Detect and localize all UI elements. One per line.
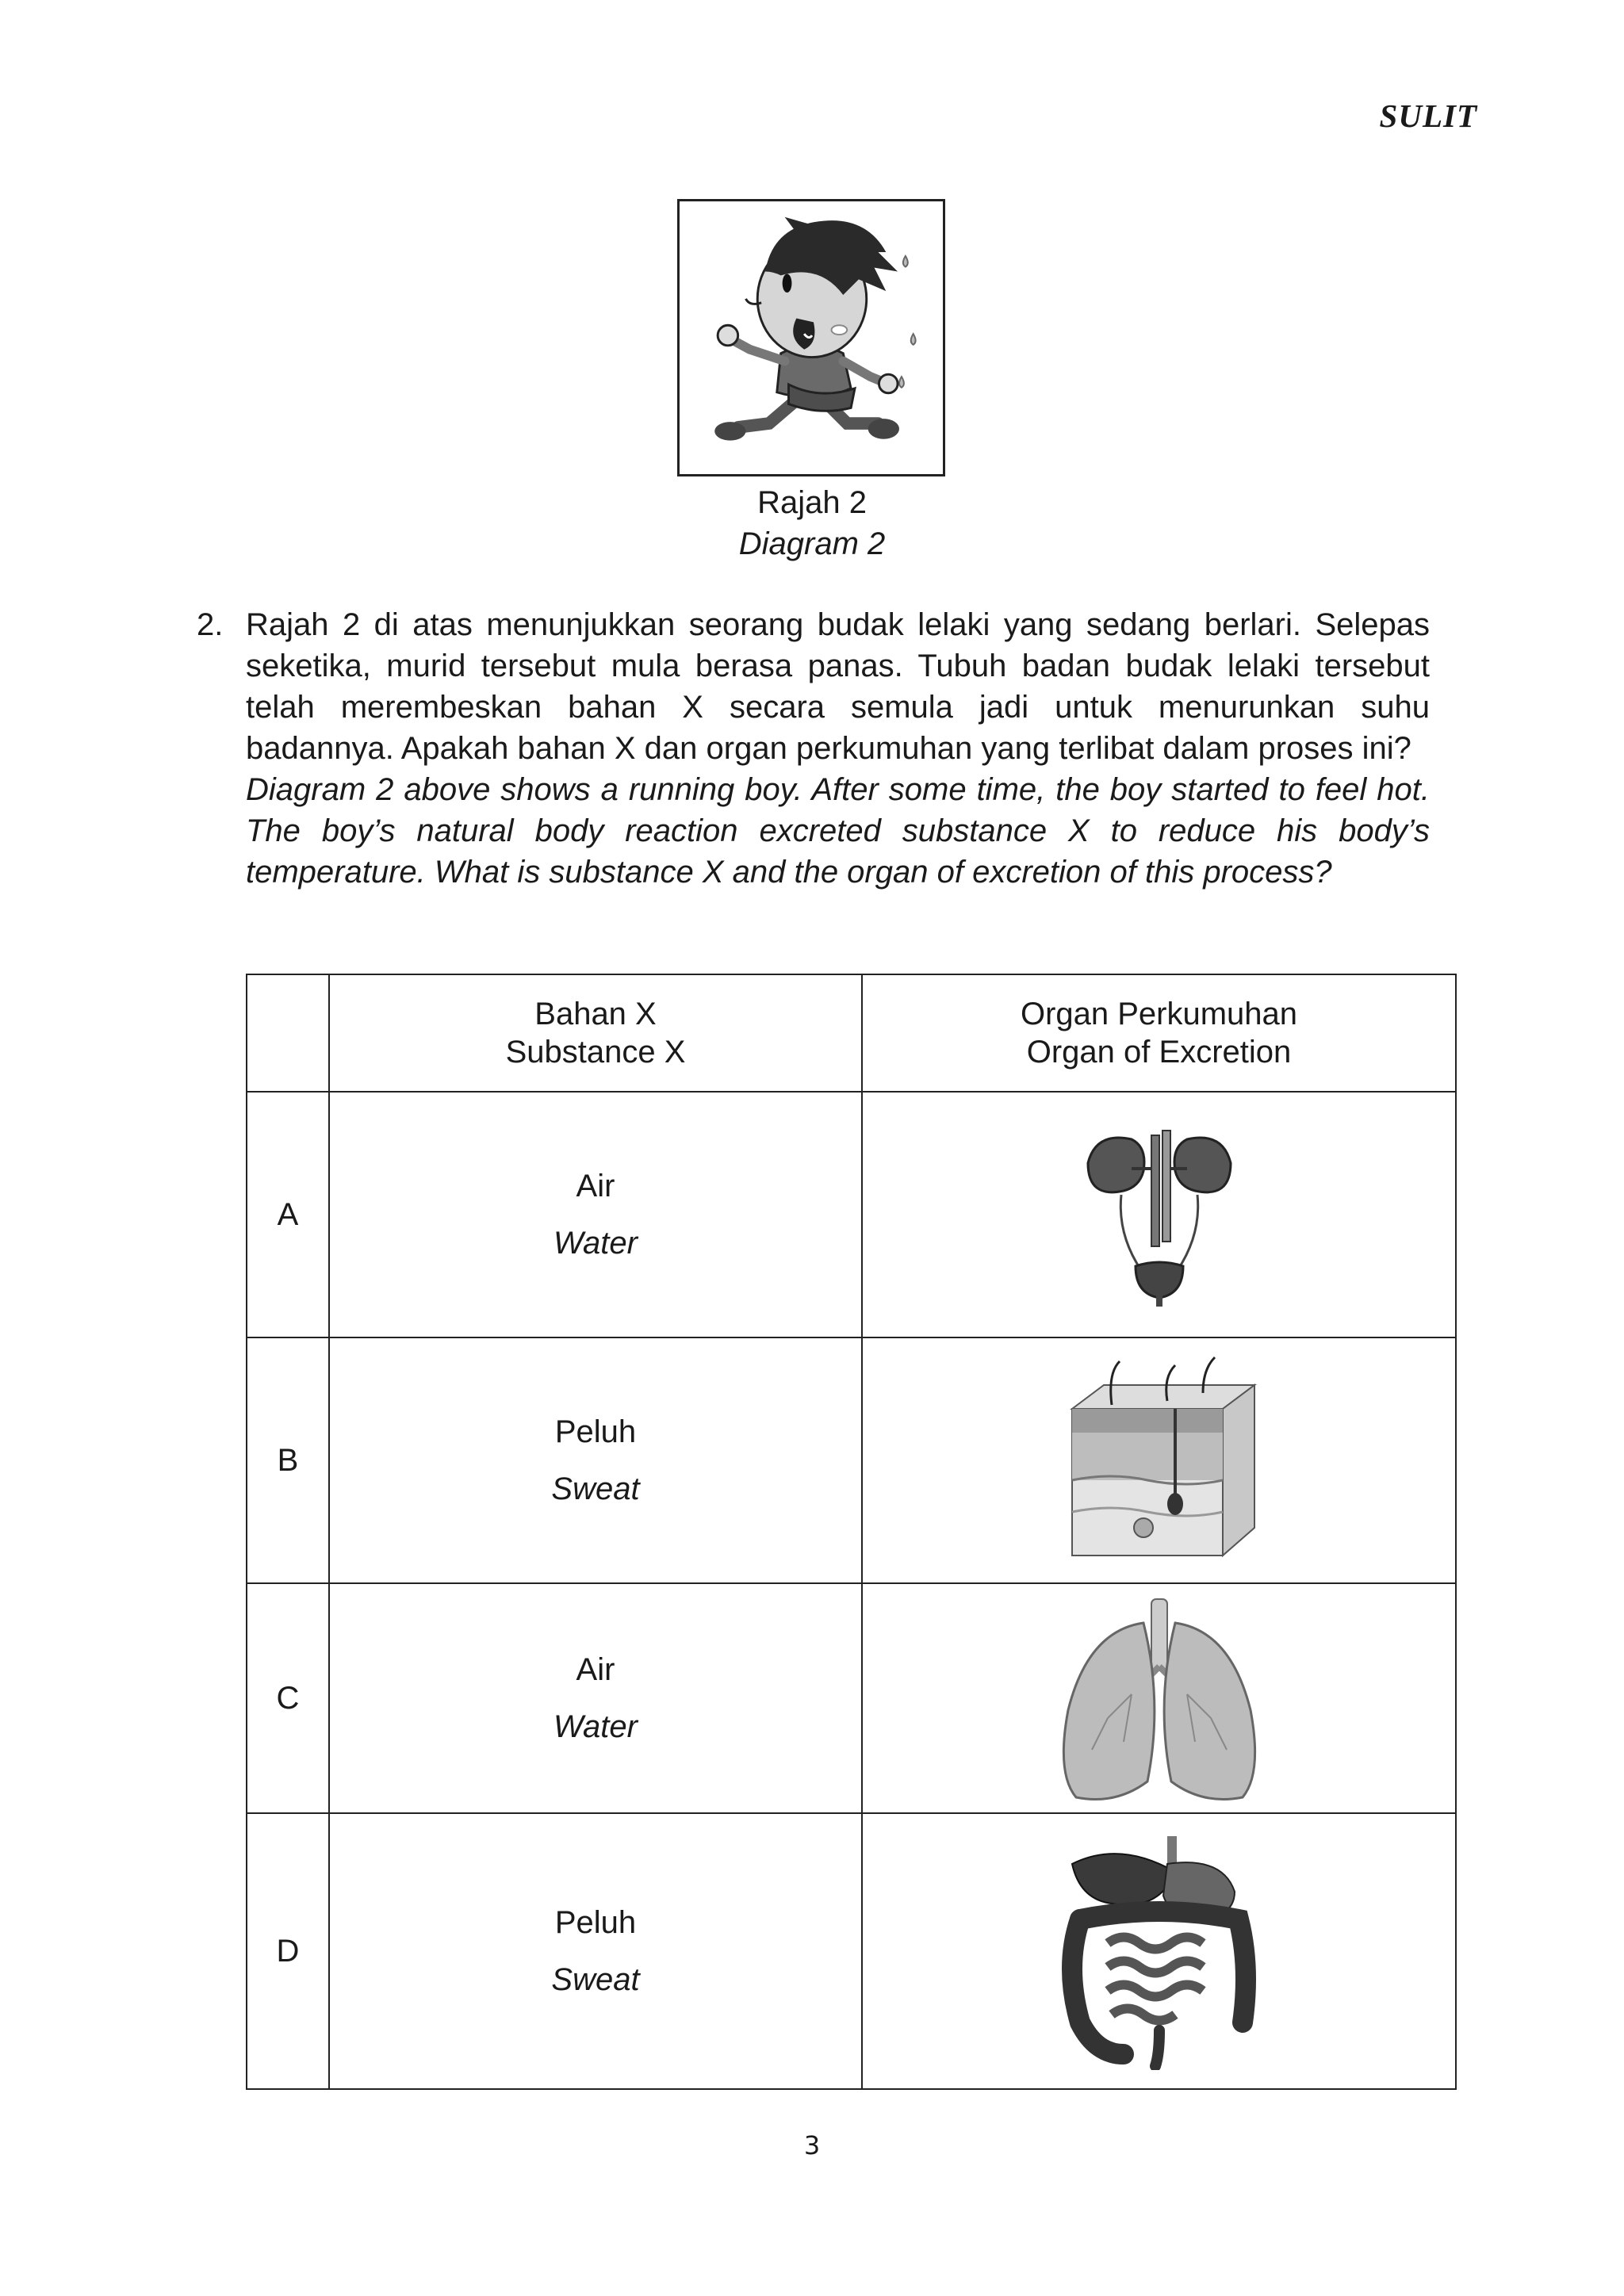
substance-my: Air [576, 1169, 615, 1203]
organ-cell [862, 1583, 1456, 1813]
kidney-icon [1072, 1119, 1247, 1310]
substance-en: Sweat [551, 1962, 640, 1997]
organ-header [862, 974, 1456, 1092]
substance-cell [329, 1813, 862, 2089]
question-text-en: Diagram 2 above shows a running boy. After some time, the boy started to feel hot. The boy’s natural body reaction excreted substance X to reduce his body’s temperature. What is substance X and the organ of excretion of this process? [246, 772, 1430, 890]
answer-table [246, 974, 1457, 2090]
digestive-system-icon [1056, 1832, 1262, 2070]
option-label: A [247, 1092, 329, 1337]
substance-my: Peluh [554, 1905, 637, 1940]
option-header [247, 974, 329, 1092]
page-number: 3 [803, 2130, 821, 2160]
substance-cell [329, 1092, 862, 1337]
organ-cell [862, 1337, 1456, 1583]
organ-header-en: Organ of Excretion [1026, 1035, 1292, 1070]
substance-header-my: Bahan X [534, 997, 657, 1031]
organ-header-my: Organ Perkumuhan [1020, 997, 1298, 1031]
substance-my: Peluh [554, 1414, 637, 1449]
option-label: B [247, 1337, 329, 1583]
question-text-my: Rajah 2 di atas menunjukkan seorang budak lelaki yang sedang berlari. Selepas seketika, murid tersebut mula berasa panas. Tubuh badan budak lelaki tersebut telah merembeskan bahan X secara semula jadi untuk menurunkan suhu badannya. Apakah bahan X dan organ perkumuhan yang terlibat dalam proses ini? [246, 607, 1430, 766]
organ-cell [862, 1092, 1456, 1337]
table-header-row [247, 974, 1456, 1092]
question-number: 2. [197, 607, 224, 642]
option-row-a[interactable] [247, 1092, 1456, 1337]
substance-my: Air [576, 1652, 615, 1687]
substance-header [329, 974, 862, 1092]
lungs-icon [1052, 1591, 1266, 1805]
figure-caption-my: Rajah 2 [757, 485, 867, 520]
skin-icon [1056, 1353, 1262, 1567]
substance-header-en: Substance X [505, 1035, 686, 1070]
sulit-mark: SULIT [1379, 98, 1477, 134]
substance-en: Sweat [551, 1471, 640, 1506]
running-boy-icon [680, 201, 943, 474]
option-row-c[interactable] [247, 1583, 1456, 1813]
substance-cell [329, 1337, 862, 1583]
substance-cell [329, 1583, 862, 1813]
option-label: D [247, 1813, 329, 2089]
option-row-b[interactable] [247, 1337, 1456, 1583]
option-label: C [247, 1583, 329, 1813]
figure-running-boy [677, 199, 945, 476]
option-row-d[interactable] [247, 1813, 1456, 2089]
substance-en: Water [553, 1709, 638, 1744]
figure-caption-en: Diagram 2 [738, 526, 886, 561]
substance-en: Water [553, 1226, 638, 1261]
organ-cell [862, 1813, 1456, 2089]
question-text [246, 604, 1430, 893]
